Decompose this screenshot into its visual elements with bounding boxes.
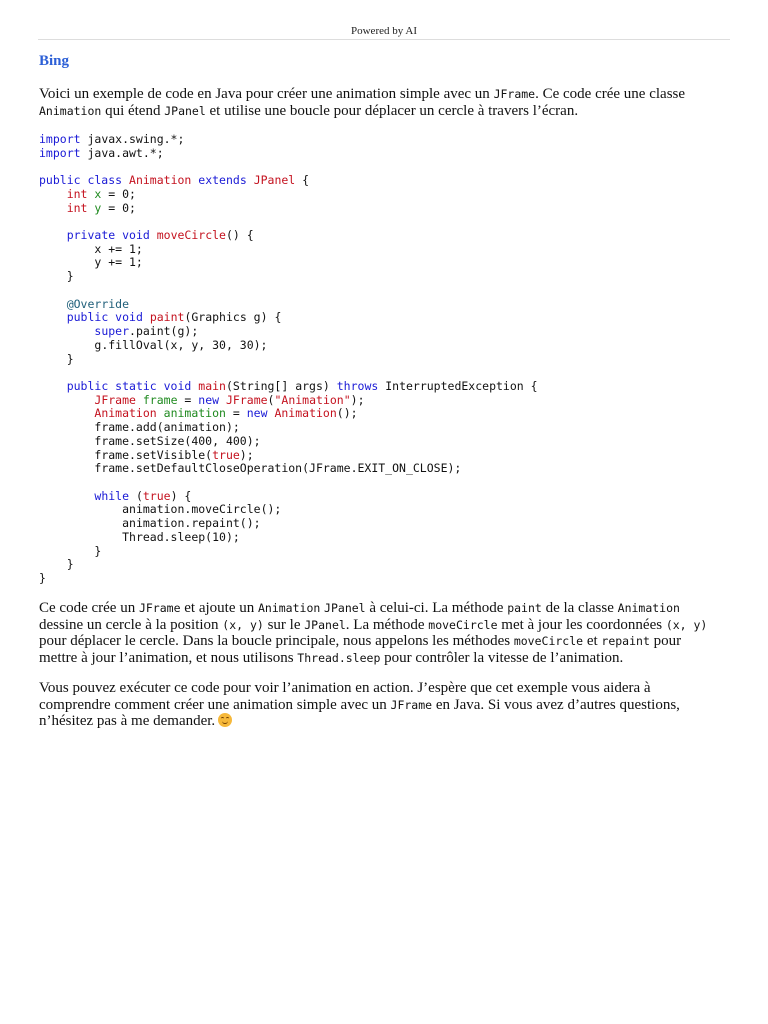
explanation-text: à celui-ci. La méthode [365, 600, 508, 616]
code-token: moveCircle [156, 228, 226, 243]
code-line [67, 379, 538, 393]
inline-code: Animation [39, 103, 102, 118]
inline-code: JPanel [324, 601, 366, 615]
code-token: public static void [66, 378, 192, 393]
code-line [94, 406, 357, 420]
code-token: int [66, 200, 88, 215]
code-token: ( [129, 488, 143, 503]
code-token: { [295, 173, 310, 188]
code-token: () { [225, 228, 254, 243]
code-token: import [39, 132, 81, 146]
code-token: Animation [129, 173, 192, 188]
code-token: y [94, 200, 102, 215]
intro-text: et utilise une boucle pour déplacer un cercle à travers l’écran. [205, 102, 579, 119]
explanation-text: Ce code crée un [39, 600, 139, 616]
code-line: animation.repaint(); [122, 516, 261, 531]
code-token: Animation [274, 406, 337, 421]
explanation-text: et [583, 633, 602, 649]
explanation-text: pour déplacer le cercle. Dans la boucle principale, nous appelons les méthodes [39, 633, 514, 649]
inline-code: repaint [601, 634, 650, 648]
code-token: throws [336, 378, 379, 393]
inline-code: (x, y) [665, 617, 708, 632]
code-token: animation [163, 406, 226, 421]
code-token [122, 173, 129, 187]
code-token: JFrame [226, 392, 268, 407]
code-token: new [246, 406, 268, 421]
code-line: frame.add(animation); [94, 420, 240, 435]
intro-text: qui étend [101, 102, 165, 119]
code-token: main [198, 378, 226, 393]
code-token: ); [350, 392, 365, 407]
code-token: java.awt.*; [80, 145, 164, 160]
code-line [67, 228, 254, 242]
code-token [157, 406, 164, 420]
code-token: ); [239, 447, 254, 462]
code-token: extends [198, 173, 247, 188]
code-block [39, 133, 538, 586]
code-line: } [39, 571, 46, 585]
explanation-text: dessine un cercle à la position [39, 616, 223, 633]
code-line: frame.setDefaultCloseOperation(JFrame.EXIT_ON_CLOSE); [94, 461, 462, 476]
code-token: JPanel [253, 173, 296, 188]
code-line: @Override [66, 296, 130, 311]
explanation-text: pour [649, 633, 682, 649]
powered-by-label: Powered by AI [351, 25, 417, 37]
code-token: .paint(g); [129, 324, 199, 339]
closing-paragraph [39, 680, 729, 730]
inline-code: moveCircle [513, 634, 584, 648]
closing-text: comprendre comment créer une animation simple avec un [39, 696, 391, 713]
inline-code: moveCircle [428, 617, 498, 632]
code-line: Thread.sleep(10); [122, 529, 240, 544]
code-line [39, 132, 184, 146]
smiling-face-icon [218, 713, 232, 727]
code-token: import [39, 145, 81, 160]
code-line [94, 448, 253, 462]
code-token: ) { [170, 488, 192, 503]
explanation-text: met à jour les coordonnées [497, 616, 666, 633]
code-line: g.fillOval(x, y, 30, 30); [94, 337, 268, 352]
code-line: y += 1; [94, 255, 143, 270]
code-token: public void [66, 310, 143, 325]
code-token [247, 173, 254, 187]
closing-text: en Java. Si vous avez d’autres questions, [432, 696, 680, 713]
code-line [67, 187, 136, 201]
intro-text: Voici un exemple de code en Java pour créer une animation simple avec un [39, 86, 494, 102]
explanation-text: et ajoute un [180, 600, 258, 616]
code-token: "Animation" [274, 392, 351, 407]
code-line [67, 201, 136, 215]
code-token: true [142, 488, 171, 503]
inline-code: JFrame [390, 697, 433, 712]
closing-text: n’hésitez pas à me demander. [39, 713, 216, 729]
inline-code: JFrame [138, 601, 181, 615]
page-header [38, 24, 730, 40]
code-line [94, 324, 198, 338]
code-token: = 0; [101, 200, 136, 215]
code-token: x [94, 186, 102, 201]
code-line: x += 1; [94, 241, 143, 256]
code-line [39, 173, 309, 187]
code-token [143, 310, 150, 324]
code-token: super [94, 324, 130, 339]
inline-code: JFrame [493, 87, 536, 101]
explanation-text: de la classe [541, 600, 618, 616]
explanation-paragraph [39, 600, 729, 666]
inline-code: Animation [257, 601, 321, 615]
code-line: } [66, 351, 74, 366]
inline-code: JPanel [164, 103, 206, 118]
inline-code: (x, y) [222, 617, 264, 632]
explanation-text: . La méthode [345, 616, 429, 633]
speaker-name: Bing [39, 53, 70, 69]
code-token: (Graphics g) { [184, 310, 282, 325]
code-token: int [66, 186, 88, 201]
code-token: = [177, 392, 199, 407]
code-line [94, 489, 191, 503]
code-token: (String[] args) [225, 378, 337, 393]
code-line: } [66, 557, 74, 572]
code-token [136, 393, 143, 407]
intro-text: . Ce code crée une classe [535, 86, 686, 102]
inline-code: Thread.sleep [297, 650, 381, 665]
code-token: = [225, 406, 247, 421]
explanation-text: sur le [263, 616, 305, 633]
code-line [67, 310, 282, 324]
code-token: true [212, 447, 240, 462]
code-token: = 0; [101, 186, 136, 201]
code-token: public class [39, 173, 123, 188]
code-token: frame.setVisible( [94, 447, 213, 462]
code-line: frame.setSize(400, 400); [94, 433, 261, 448]
intro-paragraph [39, 86, 729, 119]
closing-text: Vous pouvez exécuter ce code pour voir l’animation en action. J’espère que cet exemple vous aidera à [39, 680, 651, 696]
code-token: javax.swing.*; [80, 132, 185, 146]
code-token: InterruptedException { [378, 378, 538, 393]
code-line [94, 393, 364, 407]
code-token: JFrame [94, 392, 136, 407]
code-line: } [66, 269, 74, 284]
code-token: paint [149, 310, 185, 325]
code-line: animation.moveCircle(); [122, 502, 282, 517]
inline-code: Animation [617, 601, 680, 615]
code-token: private void [66, 228, 150, 243]
code-line [39, 146, 164, 160]
code-token: while [94, 488, 130, 503]
code-token: ( [267, 392, 275, 407]
code-token [219, 393, 226, 407]
code-token: (); [336, 406, 358, 421]
code-line: } [94, 543, 102, 558]
code-token [150, 228, 157, 242]
inline-code: JPanel [304, 617, 346, 632]
code-token: frame [142, 392, 178, 407]
code-token: new [198, 392, 220, 407]
explanation-text: mettre à jour l’animation, et nous utilisons [39, 649, 298, 666]
code-token: Animation [94, 406, 157, 421]
explanation-text: pour contrôler la vitesse de l’animation. [380, 649, 624, 666]
inline-code: paint [507, 601, 542, 615]
